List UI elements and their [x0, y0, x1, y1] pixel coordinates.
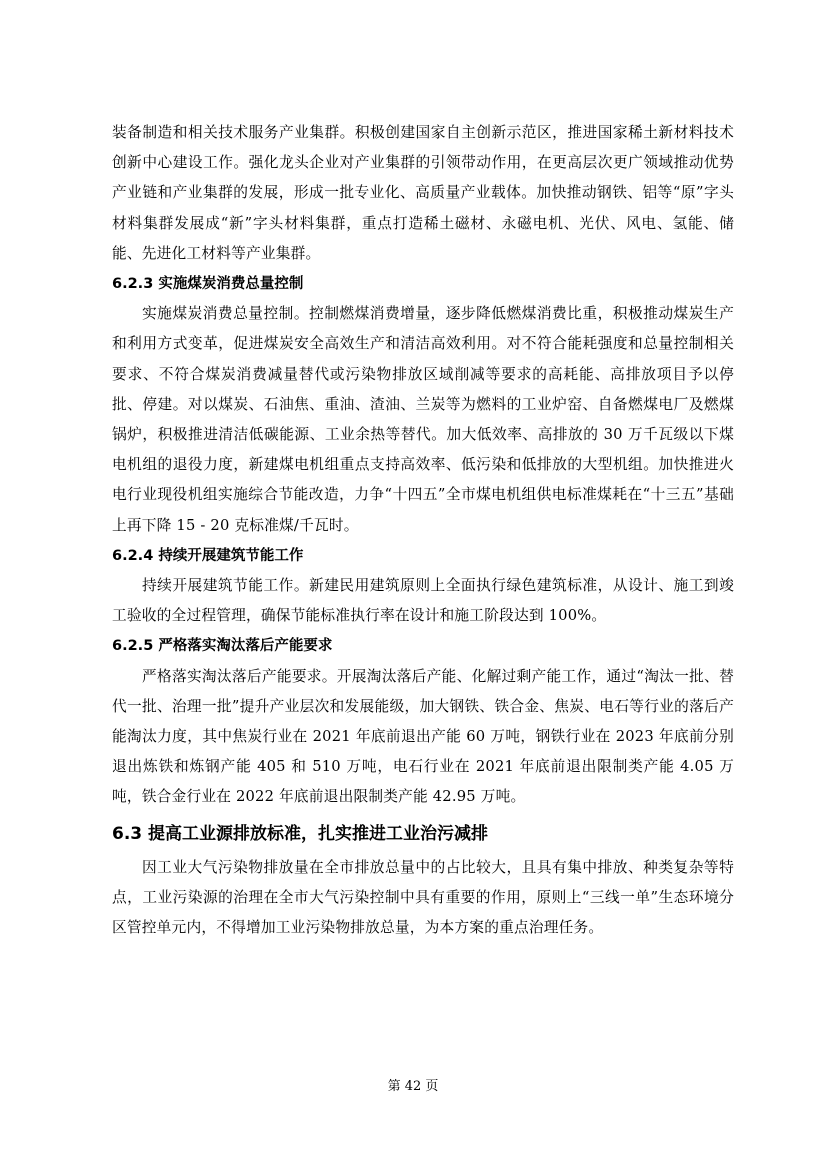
paragraph-coal-consumption: 实施煤炭消费总量控制。控制燃煤消费增量，逐步降低燃煤消费比重，积极推动煤炭生产和利用方式变革，促进煤炭安全高效生产和清洁高效利用。对不符合能耗强度和总量控制相关要求、不符合煤炭消费减量替代或污染物排放区域削减等要求的高耗能、高排放项目予以停批、停建。对以煤炭、石油焦、重油、渣油、兰炭等为燃料的工业炉窑、自备燃煤电厂及燃煤锅炉，积极推进清洁低碳能源、工业余热等替代。加大低效率、高排放的 30 万千瓦级以下煤电机组的退役力度，新建煤电机组重点支持高效率、低污染和低排放的大型机组。加快推进火电行业现役机组实施综合节能改造，力争“十四五”全市煤电机组供电标准煤耗在“十三五”基础上再下降 15 - 20 克标准煤/千瓦时。 [112, 305, 734, 534]
paragraph-industrial-emissions: 因工业大气污染物排放量在全市排放总量中的占比较大，且具有集中排放、种类复杂等特点，工业污染源的治理在全市大气污染控制中具有重要的作用，原则上“三线一单”生态环境分区管控单元内，不得增加工业污染物排放总量，为本方案的重点治理任务。 [112, 858, 734, 937]
paragraph-industry-clusters: 装备制造和相关技术服务产业集群。积极创建国家自主创新示范区，推进国家稀土新材料技术创新中心建设工作。强化龙头企业对产业集群的引领带动作用，在更高层次更广领域推动优势产业链和产业集群的发展，形成一批专业化、高质量产业载体。加快推动钢铁、铝等“原”字头材料集群发展成“新”字头材料集群，重点打造稀土磁材、永磁电机、光伏、风电、氢能、储能、先进化工材料等产业集群。 [112, 124, 734, 262]
page-number: 第 42 页 [387, 1079, 439, 1094]
page-content [112, 118, 734, 943]
heading-6-2-4: 6.2.4 持续开展建筑节能工作 [112, 547, 304, 564]
heading-6-2-5: 6.2.5 严格落实淘汰落后产能要求 [112, 638, 333, 655]
paragraph-eliminate-capacity: 严格落实淘汰落后产能要求。开展淘汰落后产能、化解过剩产能工作，通过“淘汰一批、替代一批、治理一批”提升产业层次和发展能级，加大钢铁、铁合金、焦炭、电石等行业的落后产能淘汰力度，其中焦炭行业在 2021 年底前退出产能 60 万吨，钢铁行业在 2023 年底前分别退出炼铁和炼钢产能 405 和 510 万吨，电石行业在 2021 年底前退出限制类产能 4.05 万吨，铁合金行业在 2022 年底前退出限制类产能 42.95 万吨。 [112, 667, 734, 806]
heading-6-3: 6.3 提高工业源排放标准，扎实推进工业治污减排 [112, 823, 489, 844]
heading-6-2-3: 6.2.3 实施煤炭消费总量控制 [112, 276, 304, 293]
paragraph-building-energy: 持续开展建筑节能工作。新建民用建筑原则上全面执行绿色建筑标准，从设计、施工到竣工验收的全过程管理，确保节能标准执行率在设计和施工阶段达到 100%。 [112, 577, 734, 625]
